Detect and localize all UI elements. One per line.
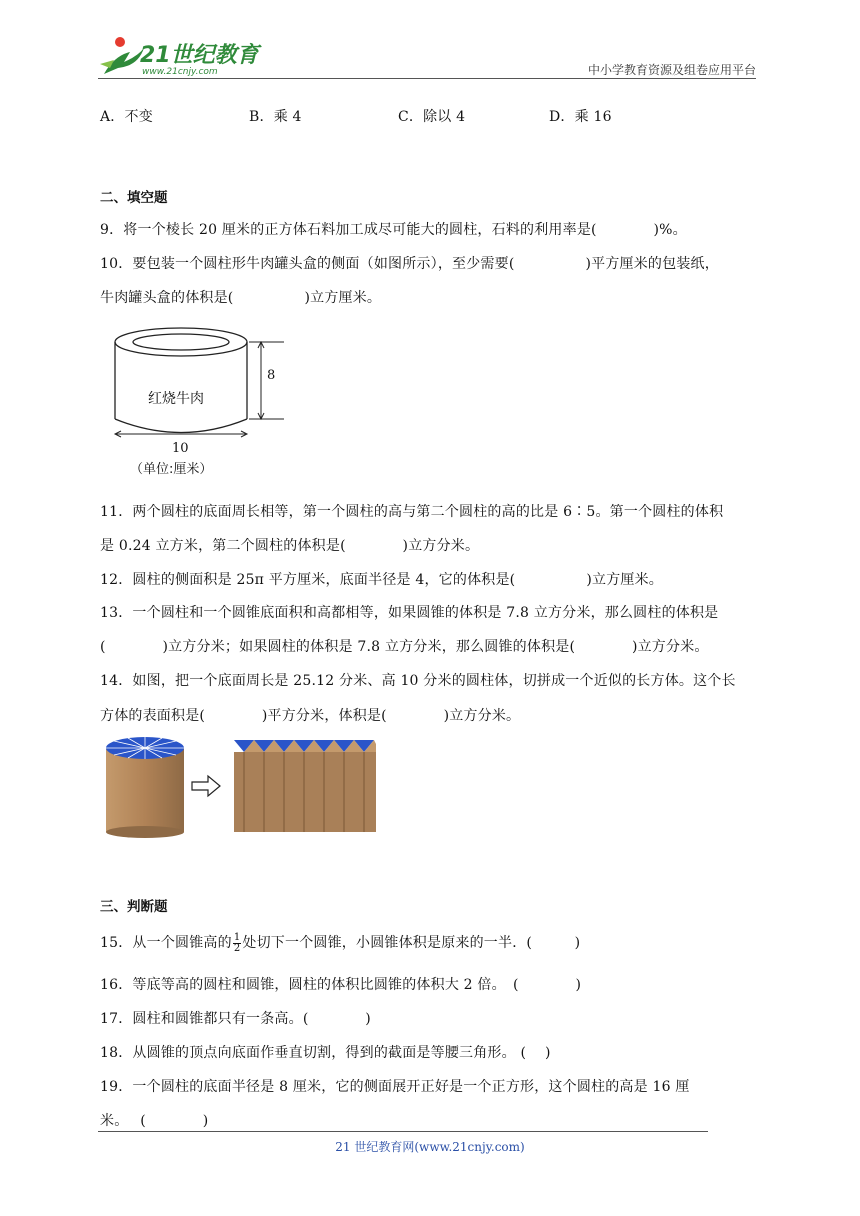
footer-link[interactable]: 21 世纪教育网(www.21cnjy.com)	[335, 1140, 525, 1154]
question-11-line1: 11．两个圆柱的底面周长相等，第一个圆柱的高与第二个圆柱的高的比是 6∶5。第一个圆柱的体积	[100, 504, 724, 520]
section-title-judgement: 三、判断题	[100, 899, 168, 915]
can-height-label: 8	[267, 368, 276, 383]
fraction-numerator: 1	[233, 931, 241, 943]
question-14-line2: 方体的表面积是( )平方分米，体积是( )立方分米。	[100, 708, 521, 724]
question-14-line1: 14．如图，把一个底面周长是 25.12 分米、高 10 分米的圆柱体，切拼成一个近似的长方体。这个长	[100, 673, 736, 689]
question-15-after: 处切下一个圆锥，小圆锥体积是原来的一半．( )	[242, 935, 581, 951]
question-16: 16．等底等高的圆柱和圆锥，圆柱的体积比圆锥的体积大 2 倍。 ( )	[100, 977, 582, 993]
option-d: D．乘 16	[549, 109, 612, 125]
option-a: A．不变	[100, 109, 153, 125]
svg-text:www.21cnjy.com: www.21cnjy.com	[142, 67, 218, 77]
svg-text:21世纪教育: 21世纪教育	[140, 43, 259, 68]
question-11-line2: 是 0.24 立方米，第二个圆柱的体积是( )立方分米。	[100, 538, 480, 554]
question-10-line2: 牛肉罐头盒的体积是( )立方厘米。	[100, 290, 382, 306]
question-17: 17．圆柱和圆锥都只有一条高。( )	[100, 1011, 371, 1027]
section-title-fill-in: 二、填空题	[100, 190, 168, 206]
site-logo	[94, 34, 264, 78]
question-9: 9．将一个棱长 20 厘米的正方体石料加工成尽可能大的圆柱，石料的利用率是( )%。	[100, 222, 687, 238]
question-13-line2: ( )立方分米；如果圆柱的体积是 7.8 立方分米，那么圆锥的体积是( )立方分米。	[100, 639, 709, 655]
platform-name: 中小学教育资源及组卷应用平台	[587, 63, 756, 77]
question-19-line2: 米。 ( )	[100, 1113, 209, 1129]
can-figure	[104, 324, 294, 476]
fraction-one-half	[233, 933, 242, 954]
question-15-before: 15．从一个圆锥高的	[100, 935, 232, 951]
can-diameter-label: 10	[172, 441, 189, 456]
question-12: 12．圆柱的侧面积是 25π 平方厘米，底面半径是 4，它的体积是( )立方厘米。	[100, 572, 664, 588]
question-15	[100, 932, 580, 954]
fraction-denominator: 2	[233, 942, 241, 954]
question-13-line1: 13．一个圆柱和一个圆锥底面积和高都相等，如果圆锥的体积是 7.8 立方分米，那么圆柱的体积是	[100, 605, 719, 621]
header-divider	[98, 78, 756, 79]
can-label: 红烧牛肉	[148, 391, 204, 407]
cylinder-to-cuboid-figure	[100, 732, 390, 840]
question-19-line1: 19．一个圆柱的底面半径是 8 厘米，它的侧面展开正好是一个正方形，这个圆柱的高是 16 厘	[100, 1079, 690, 1095]
question-10-line1: 10．要包装一个圆柱形牛肉罐头盒的侧面（如图所示），至少需要( )平方厘米的包装纸，	[100, 256, 719, 272]
footer-divider	[98, 1131, 708, 1132]
option-b: B．乘 4	[249, 109, 302, 125]
question-18: 18．从圆锥的顶点向底面作垂直切割，得到的截面是等腰三角形。 ( )	[100, 1045, 551, 1061]
can-unit-label: （单位:厘米）	[130, 462, 213, 477]
option-c: C．除以 4	[398, 109, 466, 125]
